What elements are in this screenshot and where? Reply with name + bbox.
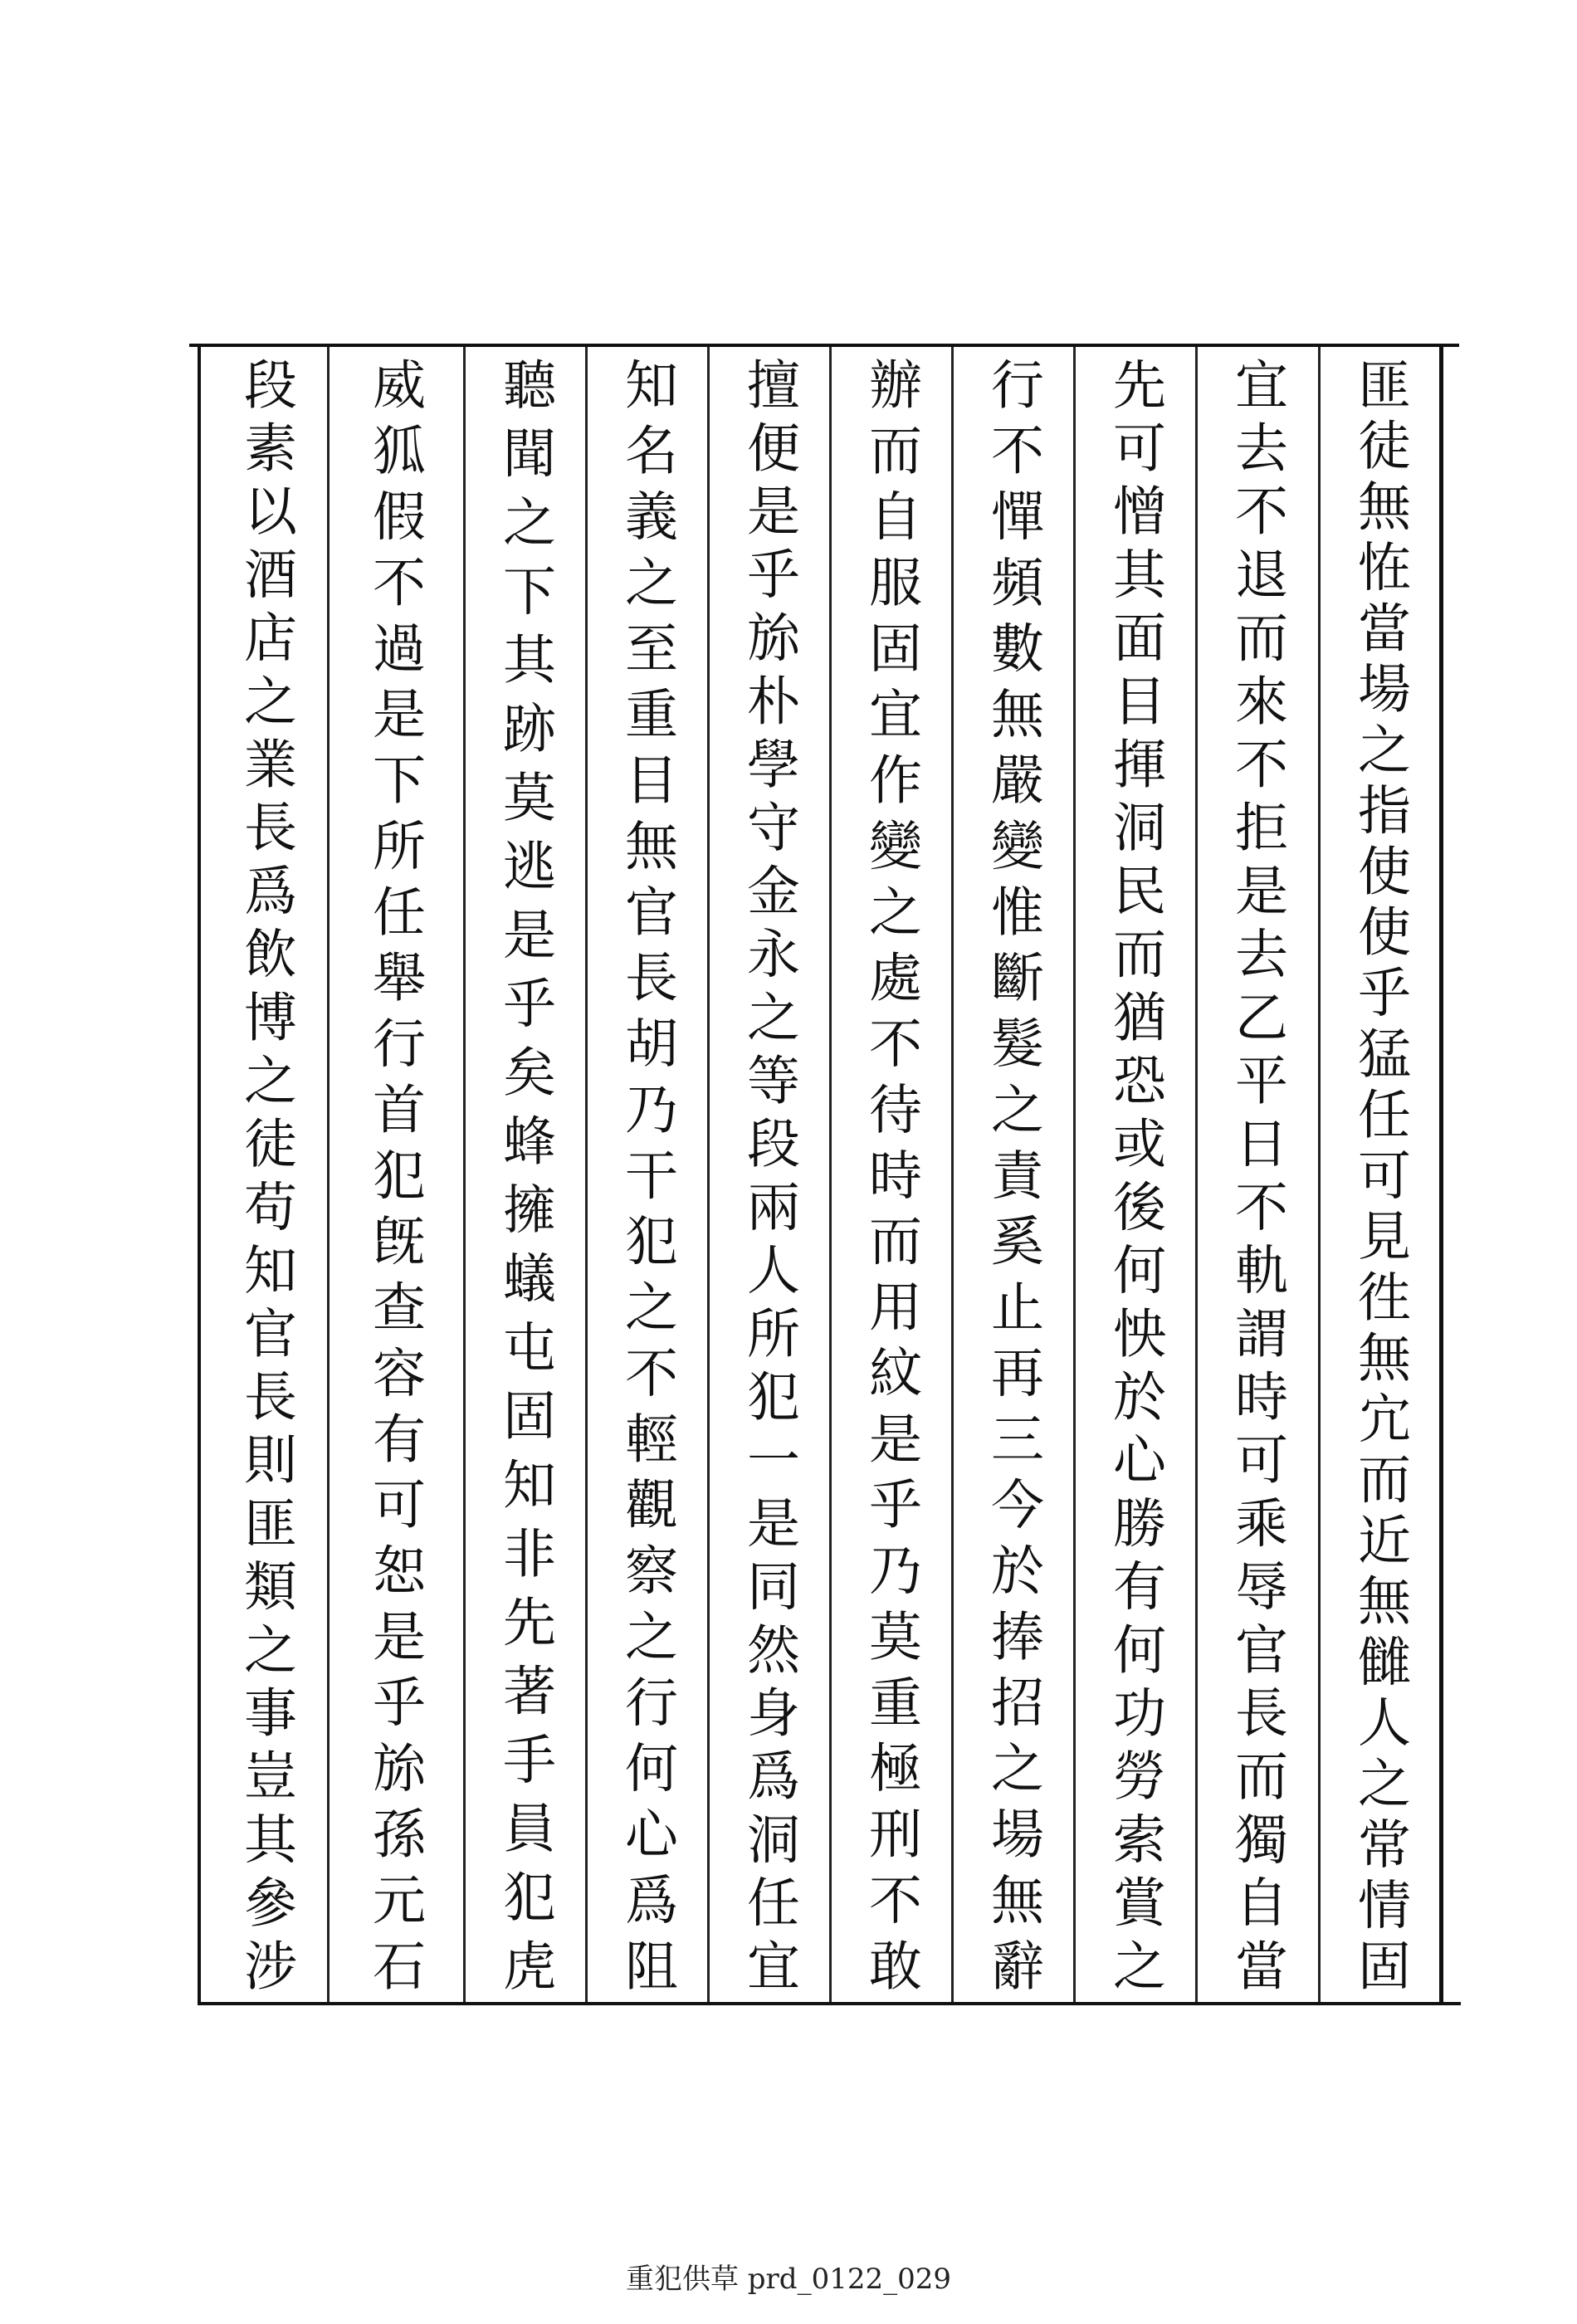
text-column-1: 匪徒無恠當場之指使使乎猛任可見徃無宂而近無雠人之常情固 — [1349, 357, 1410, 1996]
text-column-2: 宜去不退而來不拒是去乙平日不軌謂時可乘辱官長而獨自當 — [1226, 357, 1287, 1996]
column-divider — [1195, 347, 1198, 2002]
text-column-9: 威狐假不過是下所任舉行首犯旣查容有可恕是乎旀孫元石 — [364, 357, 425, 1996]
frame-left-rule — [198, 344, 201, 2005]
frame-bottom-rule — [199, 2002, 1461, 2005]
frame-top-rule — [189, 344, 1459, 347]
column-divider — [829, 347, 832, 2002]
text-column-10: 段素以酒店之業長爲飲博之徒苟知官長則匪類之事豈其參涉 — [235, 357, 296, 1996]
text-column-8: 聽聞之下其跡莫逃是乎矣蜂擁蟻屯固知非先著手員犯虎 — [494, 357, 555, 1996]
text-column-4: 行不憚頻數無嚴變惟斷髮之責奚止再三今於捧招之場無辭 — [982, 357, 1043, 1996]
column-divider — [707, 347, 710, 2002]
column-divider — [1318, 347, 1321, 2002]
text-column-3: 先可憎其面目揮洞民而猶恐或後何怏於心勝有何功勞索賞之 — [1104, 357, 1165, 1996]
column-divider — [1073, 347, 1076, 2002]
column-divider — [327, 347, 330, 2002]
text-column-6: 擅便是乎旀朴學守金永之等段兩人所犯一是同然身爲洞任宜 — [738, 357, 799, 1996]
text-column-7: 知名義之至重目無官長胡乃干犯之不輕觀察之行何心爲阻 — [616, 357, 677, 1996]
text-column-5: 辦而自服固宜作變之處不待時而用紋是乎乃莫重極刑不敢 — [860, 357, 921, 1996]
page-caption: 重犯供草 prd_0122_029 — [625, 2263, 951, 2296]
column-divider — [585, 347, 588, 2002]
column-divider — [463, 347, 466, 2002]
frame-right-rule — [1439, 344, 1443, 2005]
column-divider — [951, 347, 954, 2002]
